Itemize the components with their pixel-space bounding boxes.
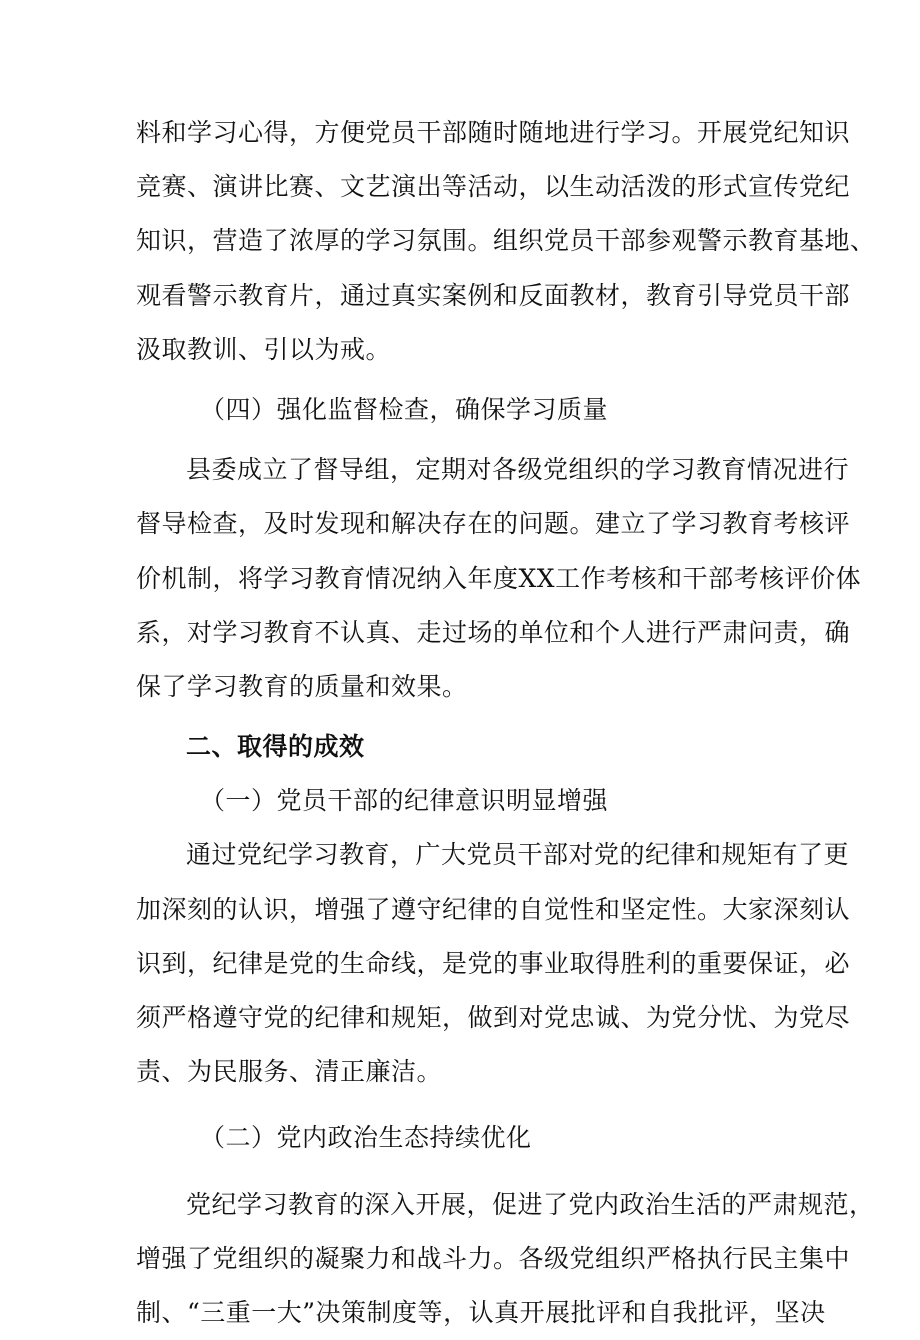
text-line: 知识，营造了浓厚的学习氛围。组织党员干部参观警示教育基地、	[136, 226, 876, 256]
section-heading-2: 二、取得的成效	[186, 732, 365, 762]
text-line: 加深刻的认识，增强了遵守纪律的自觉性和坚定性。大家深刻认	[136, 894, 851, 924]
section-subheading-1: （一）党员干部的纪律意识明显增强	[200, 786, 609, 816]
text-line: 系，对学习教育不认真、走过场的单位和个人进行严肃问责，确	[136, 617, 851, 647]
text-line: 须严格遵守党的纪律和规矩，做到对党忠诚、为党分忧、为党尽	[136, 1003, 851, 1032]
paragraph-political-ecology	[136, 1178, 875, 1340]
text-line: 督导检查，及时发现和解决存在的问题。建立了学习教育考核评	[136, 509, 851, 539]
section-subheading-2: （二）党内政治生态持续优化	[200, 1123, 532, 1153]
text-line: 保了学习教育的质量和效果。	[136, 671, 468, 701]
paragraph-discipline-awareness	[136, 828, 851, 1099]
paragraph-supervision	[136, 443, 862, 714]
text-line: 价机制，将学习教育情况纳入年度XX工作考核和干部考核评价体	[136, 563, 862, 593]
text-line: 责、为民服务、清正廉洁。	[136, 1057, 443, 1087]
text-line: 县委成立了督导组，定期对各级党组织的学习教育情况进行	[186, 455, 850, 485]
text-line: 料和学习心得，方便党员干部随时随地进行学习。开展党纪知识	[136, 118, 851, 147]
text-line: 竞赛、演讲比赛、文艺演出等活动，以生动活泼的形式宣传党纪	[136, 172, 851, 202]
document-body	[136, 106, 876, 1340]
paragraph-continued	[136, 106, 876, 377]
text-line: 观看警示教育片，通过真实案例和反面教材，教育引导党员干部	[136, 280, 851, 310]
text-line: 增强了党组织的凝聚力和战斗力。各级党组织严格执行民主集中	[136, 1243, 851, 1273]
text-line: 汲取教训、引以为戒。	[136, 334, 392, 364]
section-subheading-4: （四）强化监督检查，确保学习质量	[200, 394, 609, 424]
text-line: 党纪学习教育的深入开展，促进了党内政治生活的严肃规范，	[186, 1189, 875, 1219]
text-line: 通过党纪学习教育，广大党员干部对党的纪律和规矩有了更	[186, 840, 850, 870]
text-line: 识到，纪律是党的生命线，是党的事业取得胜利的重要保证，必	[136, 948, 851, 978]
text-line: 制、“三重一大”决策制度等，认真开展批评和自我批评，坚决	[136, 1297, 826, 1327]
